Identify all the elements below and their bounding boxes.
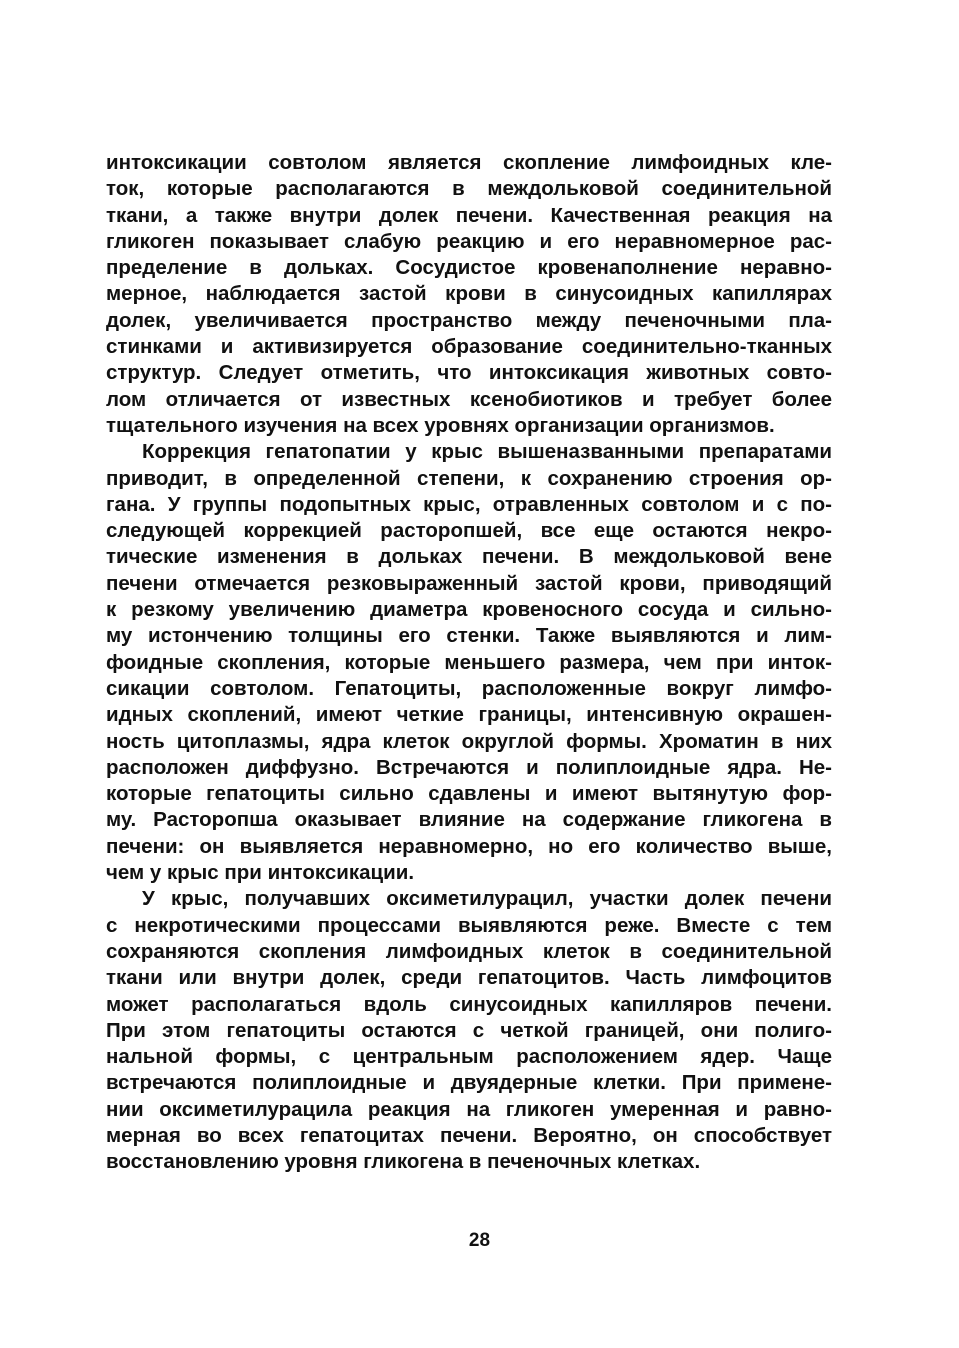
text-line: ткани, а также внутри долек печени. Качественная реакция на — [106, 203, 832, 227]
text-line: следующей коррекцией расторопшей, все еще остаются некро- — [106, 519, 832, 543]
text-line: чем у крыс при интоксикации. — [106, 861, 415, 885]
text-line: стинками и активизируется образование соединительно-тканных — [106, 335, 832, 359]
text-line: сохраняются скопления лимфоидных клеток в соединительной — [106, 939, 832, 963]
text-line: фоидные скопления, которые меньшего размера, чем при инток- — [106, 650, 832, 674]
text-line: гликоген показывает слабую реакцию и его неравномерное рас- — [106, 229, 832, 253]
page-number: 28 — [468, 1230, 491, 1251]
text-line: встречаются полиплоидные и двуядерные клетки. При примене- — [106, 1071, 832, 1095]
text-line: интоксикации совтолом является скопление лимфоидных кле- — [106, 151, 832, 174]
text-line: нии оксиметилурацила реакция на гликоген умеренная и равно- — [106, 1097, 832, 1121]
text-line: тические изменения в дольках печени. В междольковой вене — [106, 545, 832, 569]
text-line: тщательного изучения на всех уровнях организации организмов. — [106, 413, 775, 437]
text-line: с некротическими процессами выявляются реже. Вместе с тем — [106, 913, 832, 937]
text-line: к резкому увеличению диаметра кровеносного сосуда и сильно- — [106, 598, 832, 622]
body-text — [106, 150, 832, 1176]
text-line: долек, увеличивается пространство между печеночными пла- — [106, 308, 832, 332]
text-line: печени отмечается резковыраженный застой крови, приводящий — [106, 571, 832, 595]
text-line: структур. Следует отметить, что интоксикация животных совто- — [106, 361, 832, 385]
text-line: ток, которые располагаются в междольковой соединительной — [106, 177, 832, 201]
text-line: может располагаться вдоль синусоидных капилляров печени. — [106, 992, 832, 1016]
text-line: печени: он выявляется неравномерно, но его количество выше, — [106, 834, 832, 858]
text-line: мерная во всех гепатоцитах печени. Вероятно, он способствует — [106, 1123, 832, 1147]
text-line: При этом гепатоциты остаются с четкой границей, они полиго- — [106, 1018, 832, 1042]
paragraph-2 — [106, 439, 832, 886]
text-line: гана. У группы подопытных крыс, отравленных совтолом и с по- — [106, 492, 832, 516]
text-line: нальной формы, с центральным расположением ядер. Чаще — [106, 1045, 832, 1069]
text-line: лом отличается от известных ксенобиотиков и требует более — [106, 387, 832, 411]
text-line: которые гепатоциты сильно сдавлены и имеют вытянутую фор- — [106, 782, 832, 806]
text-line: восстановлению уровня гликогена в печеночных клетках. — [106, 1150, 701, 1174]
paragraph-3 — [106, 886, 832, 1175]
text-line: мерное, наблюдается застой крови в синусоидных капиллярах — [106, 282, 832, 306]
text-line: ткани или внутри долек, среди гепатоцитов. Часть лимфоцитов — [106, 966, 832, 990]
paragraph-1 — [106, 150, 832, 439]
text-line: му истончению толщины его стенки. Также выявляются и лим- — [106, 624, 832, 648]
text-line: У крыс, получавших оксиметилурацил, участки долек печени — [142, 887, 832, 911]
text-line: приводит, в определенной степени, к сохранению строения ор- — [106, 466, 832, 490]
text-line: му. Расторопша оказывает влияние на содержание гликогена в — [106, 808, 832, 832]
text-line: сикации совтолом. Гепатоциты, расположенные вокруг лимфо- — [106, 676, 832, 700]
text-line: пределение в дольках. Сосудистое кровенаполнение неравно- — [106, 256, 832, 280]
text-line: расположен диффузно. Встречаются и полиплоидные ядра. Не- — [106, 755, 832, 779]
text-line: Коррекция гепатопатии у крыс вышеназванными препаратами — [142, 440, 832, 464]
text-line: ность цитоплазмы, ядра клеток округлой формы. Хроматин в них — [106, 729, 832, 753]
text-line: идных скоплений, имеют четкие границы, интенсивную окрашен- — [106, 703, 832, 727]
